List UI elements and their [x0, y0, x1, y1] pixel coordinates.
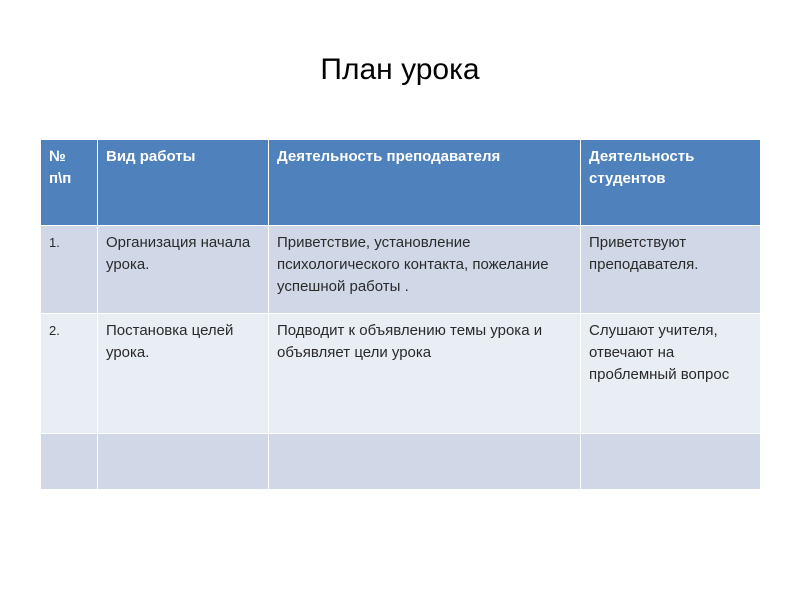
cell-student-activity: Приветствуют преподавателя. — [581, 226, 761, 314]
cell-teacher-activity: Приветствие, установление психологического контакта, пожелание успешной работы . — [269, 226, 581, 314]
table-row — [41, 226, 761, 314]
cell-number — [41, 434, 98, 490]
cell-work-type: Постановка целей урока. — [98, 314, 269, 434]
cell-work-type — [98, 434, 269, 490]
cell-teacher-activity — [269, 434, 581, 490]
cell-number: 1. — [41, 226, 98, 314]
header-student-activity: Деятельность студентов — [581, 140, 761, 226]
cell-number: 2. — [41, 314, 98, 434]
header-work-type: Вид работы — [98, 140, 269, 226]
cell-student-activity: Слушают учителя, отвечают на проблемный вопрос — [581, 314, 761, 434]
lesson-plan-table — [40, 139, 761, 490]
slide-title: План урока — [320, 53, 480, 86]
cell-teacher-activity: Подводит к объявлению темы урока и объявляет цели урока — [269, 314, 581, 434]
table-row — [41, 314, 761, 434]
table-header-row — [41, 140, 761, 226]
header-teacher-activity: Деятельность преподавателя — [269, 140, 581, 226]
cell-student-activity — [581, 434, 761, 490]
table-row — [41, 434, 761, 490]
header-number: № п\п — [41, 140, 98, 226]
cell-work-type: Организация начала урока. — [98, 226, 269, 314]
